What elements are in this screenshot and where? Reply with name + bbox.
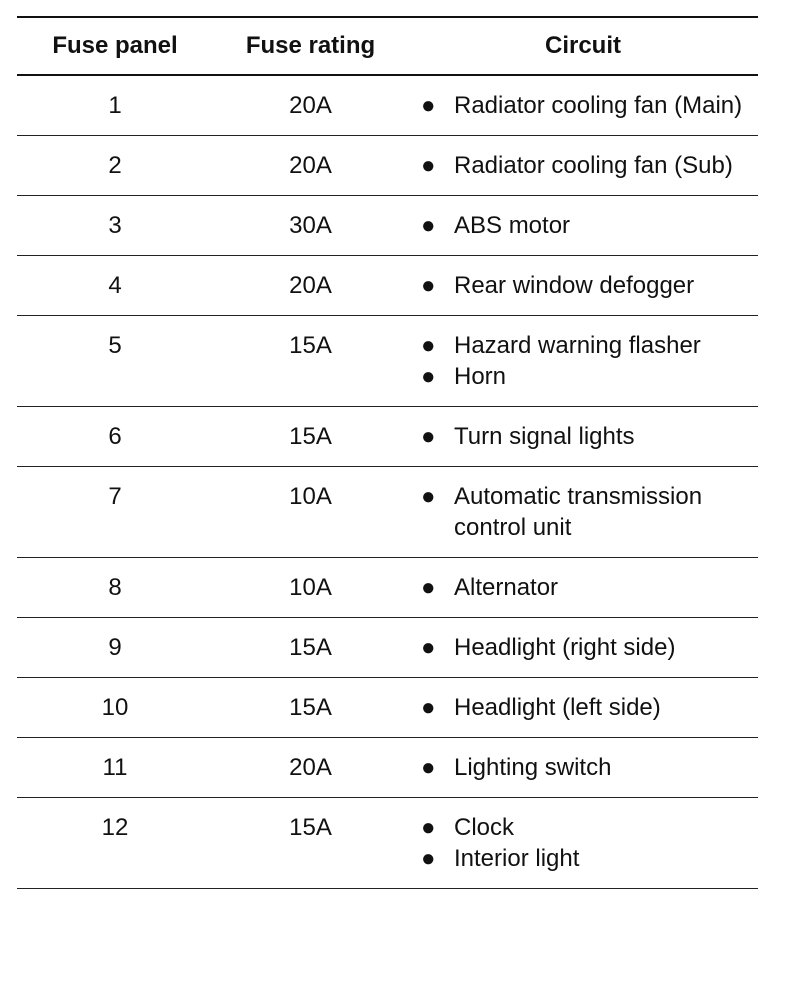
circuit-list-item: [421, 270, 758, 301]
circuit-name: Radiator cooling fan (Sub): [454, 152, 733, 179]
fuse-panel-number: 3: [108, 212, 122, 239]
fuse-rating-value: 15A: [289, 694, 332, 721]
fuse-panel-number: 11: [102, 754, 128, 781]
fuse-rating-value: 20A: [289, 754, 332, 781]
bullet-icon: ●: [421, 423, 436, 450]
bullet-icon: ●: [421, 363, 436, 390]
bullet-icon: ●: [421, 754, 436, 781]
circuit-name: Rear window defogger: [454, 272, 695, 299]
circuit-cell: [408, 316, 758, 406]
table-row: [17, 558, 758, 618]
table-row: [17, 316, 758, 407]
fuse-rating-value: 15A: [289, 634, 332, 661]
table-row: [17, 196, 758, 256]
fuse-rating-value: 15A: [289, 423, 332, 450]
fuse-rating-value: 20A: [289, 92, 332, 119]
circuit-name: Clock: [454, 814, 515, 841]
fuse-panel-number: 2: [108, 152, 122, 179]
table-header-row: [17, 16, 758, 76]
circuit-list-item: [421, 150, 758, 181]
fuse-rating-value: 10A: [289, 574, 332, 601]
fuse-panel-number: 10: [101, 694, 129, 721]
bullet-icon: ●: [421, 483, 436, 510]
fuse-rating-value: 30A: [289, 212, 332, 239]
bullet-icon: ●: [421, 634, 436, 661]
circuit-name: Turn signal lights: [454, 423, 635, 450]
fuse-panel-number: 9: [108, 634, 122, 661]
bullet-icon: ●: [421, 272, 436, 299]
circuit-name: Lighting switch: [454, 754, 612, 781]
circuit-list-item: [421, 843, 758, 874]
fuse-rating-value: 15A: [289, 814, 332, 841]
bullet-icon: ●: [421, 845, 436, 872]
circuit-cell: [408, 798, 758, 888]
table-row: [17, 618, 758, 678]
fuse-panel-number: 8: [108, 574, 122, 601]
circuit-cell: [408, 618, 758, 677]
circuit-cell: [408, 467, 758, 557]
bullet-icon: ●: [421, 332, 436, 359]
table-row: [17, 136, 758, 196]
circuit-name: Headlight (left side): [454, 694, 661, 721]
fuse-rating-value: 20A: [289, 152, 332, 179]
circuit-list-item: [421, 330, 758, 361]
circuit-list-item: [421, 481, 758, 543]
circuit-name: Alternator: [454, 574, 559, 601]
fuse-panel-number: 1: [108, 92, 122, 119]
header-fuse-rating: Fuse rating: [245, 32, 376, 59]
circuit-list-item: [421, 572, 758, 603]
fuse-panel-number: 4: [108, 272, 122, 299]
table-row: [17, 76, 758, 136]
circuit-cell: [408, 407, 758, 466]
fuse-panel-number: 5: [108, 332, 122, 359]
circuit-cell: [408, 678, 758, 737]
bullet-icon: ●: [421, 212, 436, 239]
table-row: [17, 738, 758, 798]
circuit-cell: [408, 76, 758, 135]
circuit-list-item: [421, 812, 758, 843]
header-circuit: Circuit: [544, 32, 621, 59]
bullet-icon: ●: [421, 694, 436, 721]
table-row: [17, 256, 758, 316]
circuit-cell: [408, 738, 758, 797]
bullet-icon: ●: [421, 814, 436, 841]
circuit-name: Headlight (right side): [454, 634, 676, 661]
fuse-panel-number: 6: [108, 423, 122, 450]
fuse-panel-number: 12: [101, 814, 129, 841]
circuit-name: ABS motor: [454, 212, 571, 239]
circuit-list-item: [421, 90, 758, 121]
table-row: [17, 798, 758, 889]
circuit-cell: [408, 256, 758, 315]
fuse-panel-number: 7: [108, 483, 122, 510]
bullet-icon: ●: [421, 92, 436, 119]
circuit-list-item: [421, 361, 758, 392]
bullet-icon: ●: [421, 152, 436, 179]
table-row: [17, 678, 758, 738]
circuit-list-item: [421, 210, 758, 241]
table-row: [17, 467, 758, 558]
circuit-name: Horn: [454, 363, 507, 390]
fuse-rating-value: 10A: [289, 483, 332, 510]
circuit-name: Automatic transmission control unit: [454, 483, 703, 541]
fuse-table: [17, 16, 758, 889]
bullet-icon: ●: [421, 574, 436, 601]
circuit-list-item: [421, 632, 758, 663]
circuit-list-item: [421, 421, 758, 452]
circuit-name: Radiator cooling fan (Main): [454, 92, 743, 119]
table-row: [17, 407, 758, 467]
circuit-list-item: [421, 752, 758, 783]
circuit-cell: [408, 558, 758, 617]
table-body: [17, 76, 758, 889]
circuit-list-item: [421, 692, 758, 723]
circuit-cell: [408, 136, 758, 195]
circuit-name: Hazard warning flasher: [454, 332, 701, 359]
circuit-cell: [408, 196, 758, 255]
fuse-rating-value: 20A: [289, 272, 332, 299]
circuit-name: Interior light: [454, 845, 580, 872]
fuse-rating-value: 15A: [289, 332, 332, 359]
header-fuse-panel: Fuse panel: [52, 32, 178, 59]
